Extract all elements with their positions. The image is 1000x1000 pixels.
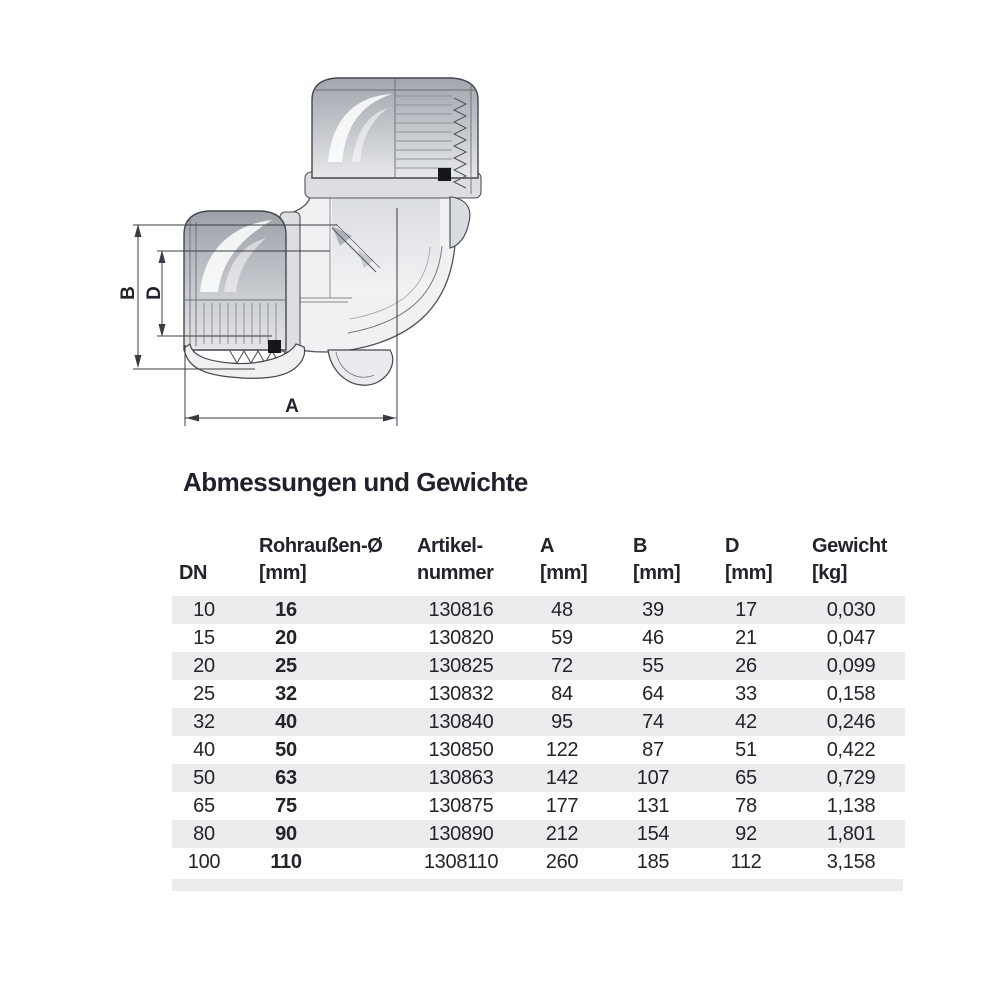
arrowhead: [383, 415, 396, 422]
col-header-weight: Gewicht [kg]: [812, 535, 887, 584]
arrowhead: [135, 224, 142, 237]
table-cell: 177: [545, 795, 579, 817]
table-cell: 64: [642, 683, 664, 705]
table-cell: 42: [735, 711, 757, 733]
dim-label-b: B: [118, 286, 139, 300]
table-row: [172, 736, 905, 764]
table-cell: 16: [275, 599, 297, 621]
table-cell: 1308110: [423, 851, 499, 873]
table-cell: 130890: [428, 823, 494, 845]
dim-label-a: A: [285, 396, 299, 417]
col-header-pipe-od: Rohraußen-Ø [mm]: [259, 535, 383, 584]
table-cell: 130863: [428, 767, 494, 789]
table-cell: 92: [735, 823, 757, 845]
table-cell: 0,422: [826, 739, 876, 761]
table-row: [172, 820, 905, 848]
collar-bump: [450, 197, 470, 248]
table-cell: 154: [636, 823, 670, 845]
col-header-article-number: Artikel- nummer: [417, 535, 494, 584]
table-cell: 63: [275, 767, 297, 789]
table-cell: 0,047: [826, 627, 876, 649]
table-cell: 55: [642, 655, 664, 677]
table-cell: 32: [275, 683, 297, 705]
table-cell: 72: [551, 655, 573, 677]
table-cell: 65: [193, 795, 215, 817]
col-header-b: B [mm]: [633, 535, 681, 584]
table-cell: 130840: [428, 711, 494, 733]
table-cell: 26: [735, 655, 757, 677]
table-cell: 0,729: [826, 767, 876, 789]
table-cell: 25: [193, 683, 215, 705]
arrowhead: [159, 324, 166, 337]
table-cell: 130832: [428, 683, 494, 705]
table-cell: 130820: [428, 627, 494, 649]
table-cell: 25: [275, 655, 297, 677]
table-cell: 51: [735, 739, 757, 761]
table-cell: 80: [193, 823, 215, 845]
table-cell: 15: [193, 627, 215, 649]
table-cell: 1,801: [826, 823, 876, 845]
table-cell: 3,158: [826, 851, 876, 873]
table-body: [170, 596, 905, 876]
table-cell: 260: [545, 851, 579, 873]
table-cell: 78: [735, 795, 757, 817]
table-cell: 74: [642, 711, 664, 733]
seal-ring: [268, 340, 281, 353]
table-cell: 21: [735, 627, 757, 649]
table-cell: 84: [551, 683, 573, 705]
table-cell: 48: [551, 599, 573, 621]
table-cell: 39: [642, 599, 664, 621]
table-row: [172, 596, 905, 624]
table-cell: 130875: [428, 795, 494, 817]
table-cell: 50: [193, 767, 215, 789]
table-cell: 40: [275, 711, 297, 733]
table-cell: 131: [636, 795, 670, 817]
table-cell: 122: [545, 739, 579, 761]
table-cell: 17: [735, 599, 757, 621]
table-cell: 95: [551, 711, 573, 733]
table-cell: 185: [636, 851, 670, 873]
table-cell: 50: [275, 739, 297, 761]
table-row: [172, 792, 905, 820]
col-header-a: A [mm]: [540, 535, 588, 584]
dim-label-d: D: [144, 286, 165, 300]
table-row: [172, 708, 905, 736]
table-end-band: [172, 879, 903, 891]
table-cell: 112: [730, 851, 762, 873]
table-cell: 0,246: [826, 711, 876, 733]
table-row: [172, 680, 905, 708]
table-cell: 87: [642, 739, 664, 761]
arrowhead: [135, 355, 142, 368]
table-cell: 130825: [428, 655, 494, 677]
table-cell: 90: [275, 823, 297, 845]
table-cell: 107: [636, 767, 670, 789]
table-cell: 65: [735, 767, 757, 789]
dimensions-table: [170, 533, 905, 898]
table-cell: 46: [642, 627, 664, 649]
table-cell: 33: [735, 683, 757, 705]
table-cell: 59: [551, 627, 573, 649]
arrowhead: [159, 250, 166, 263]
left-nut: [184, 211, 305, 378]
table-cell: 40: [193, 739, 215, 761]
table-cell: 0,158: [826, 683, 876, 705]
table-cell: 32: [193, 711, 215, 733]
table-cell: 75: [275, 795, 297, 817]
arrowhead: [186, 415, 199, 422]
table-cell: 212: [545, 823, 579, 845]
col-header-dn: DN: [179, 562, 208, 584]
table-cell: 10: [193, 599, 215, 621]
seal-ring: [438, 168, 451, 181]
table-row: [172, 764, 905, 792]
table-cell: 130850: [428, 739, 494, 761]
table-cell: 20: [193, 655, 215, 677]
table-cell: 1,138: [826, 795, 876, 817]
table-row: [172, 624, 905, 652]
section-title: Abmessungen und Gewichte: [183, 467, 528, 497]
table-row: [172, 652, 905, 680]
table-cell: 110: [270, 851, 302, 873]
table-cell: 20: [275, 627, 297, 649]
pipe-stop-beak: [328, 350, 393, 385]
col-header-d: D [mm]: [725, 535, 773, 584]
table-cell: 0,099: [826, 655, 876, 677]
table-cell: 142: [545, 767, 579, 789]
elbow-body: [286, 197, 456, 352]
table-row: [172, 848, 905, 876]
table-cell: 130816: [428, 599, 494, 621]
table-cell: 0,030: [826, 599, 876, 621]
table-cell: 100: [187, 851, 221, 873]
elbow-fitting-diagram: [100, 60, 530, 470]
